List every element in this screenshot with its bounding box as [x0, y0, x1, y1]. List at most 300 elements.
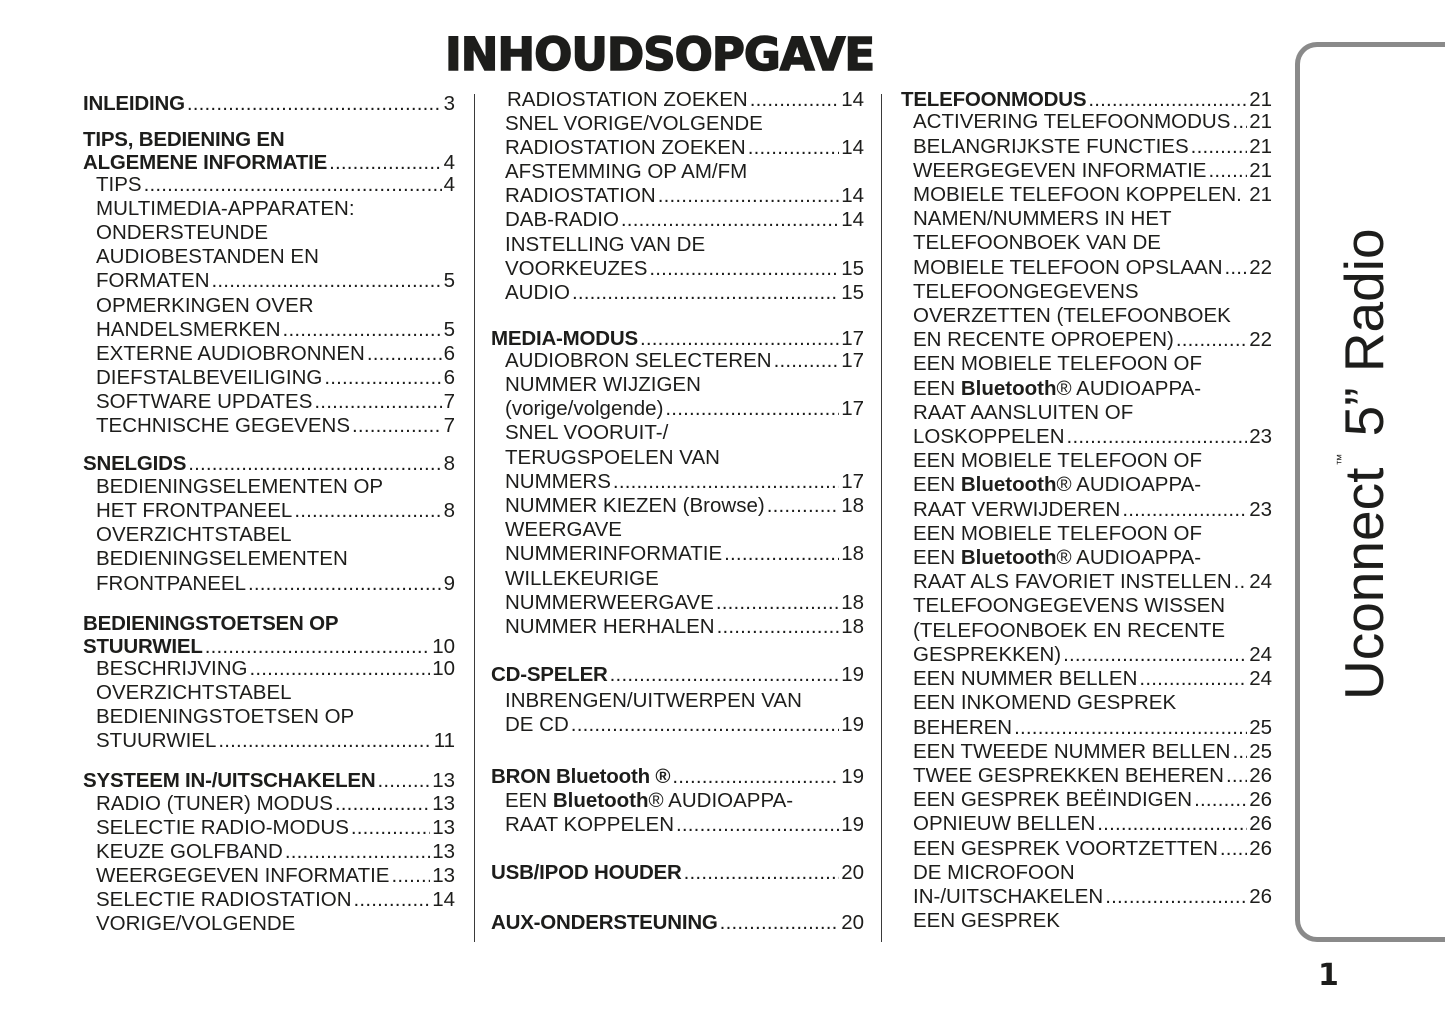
dot-leader	[377, 769, 430, 793]
column-divider	[474, 94, 475, 942]
column-divider	[881, 94, 882, 942]
toc-entry-title: ACTIVERING TELEFOONMODUS	[913, 110, 1231, 133]
toc-entry[interactable]	[505, 615, 864, 639]
toc-page-number: 8	[443, 499, 455, 522]
dot-leader	[724, 542, 839, 566]
toc-entry[interactable]	[913, 619, 1272, 643]
dot-leader	[767, 494, 840, 518]
toc-entry[interactable]	[913, 110, 1272, 134]
toc-entry-prefix: EEN	[505, 789, 553, 812]
toc-entry[interactable]	[913, 328, 1272, 352]
toc-entry-title: DIEFSTALBEVEILIGING	[96, 366, 323, 389]
toc-page-number: 13	[432, 840, 455, 863]
toc-page-number: 14	[432, 888, 455, 911]
toc-entry-title: INLEIDING	[83, 92, 185, 115]
toc-entry[interactable]	[505, 184, 864, 208]
dot-leader	[610, 663, 840, 687]
toc-entry-title: TELEFOONMODUS	[901, 88, 1087, 111]
toc-page-number: 4	[443, 151, 455, 174]
toc-page-number: 20	[841, 861, 864, 884]
toc-page-number: 22	[1249, 256, 1272, 279]
dot-leader	[613, 470, 839, 494]
toc-page-number: 21	[1249, 135, 1272, 158]
toc-entry[interactable]	[83, 92, 455, 116]
toc-entry-rest: ® AUDIOAPPA-	[648, 789, 794, 812]
toc-entry-title: SELECTIE RADIO-MODUS	[96, 816, 349, 839]
toc-entry-title: BEDIENINGSELEMENTEN	[96, 547, 348, 570]
toc-entry[interactable]	[913, 207, 1272, 231]
toc-entry-title: FORMATEN	[96, 269, 210, 292]
toc-page-number: 23	[1249, 425, 1272, 448]
toc-entry[interactable]	[913, 570, 1272, 594]
toc-entry[interactable]	[913, 861, 1272, 885]
toc-page-number: 10	[432, 657, 455, 680]
dot-leader	[285, 840, 430, 864]
toc-entry-title: MOBIELE TELEFOON KOPPELEN.	[913, 183, 1242, 206]
toc-entry-title: USB/IPOD HOUDER	[491, 861, 682, 884]
dot-leader	[329, 151, 442, 175]
toc-entry-title: FRONTPANEEL	[96, 572, 246, 595]
toc-entry-title: TERUGSPOELEN VAN	[505, 446, 720, 469]
dot-leader	[621, 208, 839, 232]
toc-entry[interactable]	[913, 788, 1272, 812]
dot-leader	[1208, 159, 1247, 183]
toc-entry[interactable]	[913, 304, 1272, 328]
toc-entry-title: HET FRONTPANEEL	[96, 499, 293, 522]
toc-entry[interactable]	[913, 764, 1272, 788]
toc-entry[interactable]	[505, 421, 864, 445]
toc-page-number: 14	[841, 184, 864, 207]
dot-leader	[1105, 885, 1247, 909]
toc-entry-title: NUMMER KIEZEN (Browse)	[505, 494, 765, 517]
toc-entry-title: RAAT VERWIJDEREN	[913, 498, 1121, 521]
toc-entry[interactable]	[491, 911, 864, 935]
toc-entry[interactable]	[96, 681, 455, 705]
dot-leader	[750, 88, 839, 112]
toc-page-number: 22	[1249, 328, 1272, 351]
toc-page-number: 5	[443, 318, 455, 341]
toc-entry[interactable]	[913, 183, 1272, 207]
toc-entry-title: HANDELSMERKEN	[96, 318, 281, 341]
toc-entry[interactable]	[913, 691, 1272, 715]
toc-page-number: 26	[1249, 764, 1272, 787]
toc-entry[interactable]	[491, 765, 864, 789]
toc-entry-title: DE MICROFOON	[913, 861, 1075, 884]
toc-entry[interactable]	[96, 390, 455, 414]
toc-entry[interactable]	[96, 657, 455, 681]
toc-entry-rest: ® AUDIOAPPA-	[1056, 546, 1202, 569]
toc-entry[interactable]	[96, 245, 455, 269]
dot-leader	[1088, 88, 1247, 112]
dot-leader	[1191, 135, 1248, 159]
toc-entry[interactable]	[505, 136, 864, 160]
toc-entry[interactable]	[505, 713, 864, 737]
toc-page-number: 14	[841, 88, 864, 111]
toc-entry[interactable]	[491, 327, 864, 351]
toc-entry-title: AUDIO	[505, 281, 570, 304]
toc-entry[interactable]	[913, 401, 1272, 425]
toc-entry[interactable]	[913, 812, 1272, 836]
toc-entry[interactable]	[505, 160, 864, 184]
toc-page-number: 21	[1249, 159, 1272, 182]
toc-entry[interactable]	[96, 840, 455, 864]
toc-entry-title: IN-/UITSCHAKELEN	[913, 885, 1104, 908]
toc-entry-title: EEN GESPREK VOORTZETTEN	[913, 837, 1218, 860]
toc-entry-title: RADIOSTATION	[505, 184, 656, 207]
dot-leader	[684, 861, 840, 885]
toc-entry-title: EXTERNE AUDIOBRONNEN	[96, 342, 365, 365]
toc-entry-title: EEN INKOMEND GESPREK	[913, 691, 1177, 714]
toc-entry-title: (TELEFOONBOEK EN RECENTE	[913, 619, 1226, 642]
toc-entry-title: DE CD	[505, 713, 569, 736]
toc-page-number: 25	[1249, 716, 1272, 739]
dot-leader	[144, 173, 442, 197]
dot-leader	[188, 452, 441, 476]
toc-entry-title: STUURWIEL	[83, 635, 203, 658]
toc-page-number: 26	[1249, 837, 1272, 860]
page-number: 1	[1318, 958, 1339, 993]
bluetooth-brand-text: Bluetooth	[960, 546, 1057, 569]
toc-entry-title: RAAT AANSLUITEN OF	[913, 401, 1134, 424]
toc-entry[interactable]	[505, 373, 864, 397]
toc-entry[interactable]	[505, 349, 864, 373]
toc-entry-title: RADIO (TUNER) MODUS	[96, 792, 333, 815]
toc-entry[interactable]	[913, 498, 1272, 522]
toc-entry-title: SOFTWARE UPDATES	[96, 390, 313, 413]
toc-entry-title: TELEFOONGEGEVENS	[913, 280, 1139, 303]
toc-entry-title: WEERGEGEVEN INFORMATIE	[913, 159, 1207, 182]
toc-page-number: 4	[443, 173, 455, 196]
dot-leader	[572, 281, 839, 305]
toc-entry[interactable]	[913, 909, 1272, 933]
toc-page-number: 13	[432, 864, 455, 887]
toc-entry-title: GESPREKKEN)	[913, 643, 1062, 666]
dot-leader	[1194, 788, 1247, 812]
toc-page-number: 7	[443, 390, 455, 413]
toc-entry-title: MOBIELE TELEFOON OPSLAAN	[913, 256, 1223, 279]
dot-leader	[1139, 667, 1247, 691]
toc-entry[interactable]	[505, 689, 864, 713]
toc-entry[interactable]	[83, 769, 455, 793]
toc-entry-title: TELEFOONBOEK VAN DE	[913, 231, 1161, 254]
toc-entry-title: ALGEMENE INFORMATIE	[83, 151, 328, 174]
toc-entry[interactable]	[913, 231, 1272, 255]
toc-entry[interactable]	[913, 716, 1272, 740]
toc-entry-title: BELANGRIJKSTE FUNCTIES	[913, 135, 1189, 158]
dot-leader	[676, 813, 839, 837]
dot-leader	[1232, 110, 1247, 134]
toc-entry[interactable]	[96, 294, 455, 318]
toc-entry[interactable]	[505, 446, 864, 470]
toc-entry-title: TIPS, BEDIENING EN	[83, 128, 285, 151]
toc-entry-title: EEN MOBIELE TELEFOON OF	[913, 449, 1202, 472]
toc-entry-title: NUMMER WIJZIGEN	[505, 373, 701, 396]
toc-entry[interactable]	[913, 473, 1272, 497]
dot-leader	[1232, 740, 1247, 764]
toc-entry[interactable]	[913, 159, 1272, 183]
toc-page-number: 15	[841, 257, 864, 280]
toc-entry[interactable]	[491, 663, 864, 687]
toc-page-number: 17	[841, 327, 864, 350]
dot-leader	[352, 414, 442, 438]
toc-page-number: 21	[1249, 183, 1272, 206]
dot-leader	[283, 318, 442, 342]
toc-entry-title: WEERGAVE	[505, 518, 622, 541]
dot-leader	[187, 92, 442, 116]
toc-entry-title: AUDIOBESTANDEN EN	[96, 245, 319, 268]
toc-entry[interactable]	[83, 452, 455, 476]
toc-entry[interactable]	[913, 837, 1272, 861]
toc-entry-title: INBRENGEN/UITWERPEN VAN	[505, 689, 802, 712]
toc-entry-title: RADIOSTATION ZOEKEN	[505, 136, 746, 159]
toc-entry[interactable]	[505, 518, 864, 542]
toc-page-number: 13	[432, 816, 455, 839]
toc-entry-title: BEDIENINGSELEMENTEN OP	[96, 475, 384, 498]
toc-page-number: 23	[1249, 498, 1272, 521]
toc-page-number: 18	[841, 615, 864, 638]
toc-entry-title: EEN GESPREK BEËINDIGEN	[913, 788, 1193, 811]
toc-entry-title: STUURWIEL	[96, 729, 217, 752]
toc-entry[interactable]	[913, 885, 1272, 909]
toc-entry-title: SELECTIE RADIOSTATION	[96, 888, 352, 911]
toc-entry-title: OVERZETTEN (TELEFOONBOEK	[913, 304, 1231, 327]
toc-entry-title: WEERGEGEVEN INFORMATIE	[96, 864, 390, 887]
toc-page-number: 17	[841, 470, 864, 493]
toc-entry[interactable]	[913, 667, 1272, 691]
dot-leader	[248, 572, 442, 596]
toc-entry[interactable]	[96, 547, 455, 571]
toc-page-number: 19	[841, 765, 864, 788]
toc-page-number: 19	[841, 663, 864, 686]
toc-entry[interactable]	[83, 612, 455, 636]
toc-entry-rest: ® AUDIOAPPA-	[1056, 377, 1202, 400]
toc-entry[interactable]	[505, 494, 864, 518]
toc-entry-title: TWEE GESPREKKEN BEHEREN	[913, 764, 1224, 787]
toc-entry-prefix: EEN	[913, 473, 961, 496]
toc-entry[interactable]	[96, 269, 455, 293]
toc-entry[interactable]	[913, 643, 1272, 667]
toc-entry-title	[505, 789, 793, 813]
toc-entry-title: OPMERKINGEN OVER	[96, 294, 314, 317]
dot-leader	[716, 591, 839, 615]
toc-entry[interactable]	[505, 257, 864, 281]
toc-page-number: 15	[841, 281, 864, 304]
toc-entry-title: SNEL VORIGE/VOLGENDE	[505, 112, 763, 135]
dot-leader	[672, 765, 839, 789]
toc-page-number: 18	[841, 542, 864, 565]
toc-entry[interactable]	[505, 281, 864, 305]
toc-entry[interactable]	[505, 542, 864, 566]
toc-entry[interactable]	[505, 813, 864, 837]
toc-entry[interactable]	[96, 221, 455, 245]
toc-entry-title: NAMEN/NUMMERS IN HET	[913, 207, 1172, 230]
toc-entry[interactable]	[505, 112, 864, 136]
toc-entry[interactable]	[505, 397, 864, 421]
toc-entry[interactable]	[96, 318, 455, 342]
toc-entry[interactable]	[96, 888, 455, 912]
toc-entry[interactable]	[96, 912, 455, 936]
dot-leader	[294, 499, 441, 523]
dot-leader	[774, 349, 840, 373]
toc-page-number: 24	[1249, 667, 1272, 690]
toc-page-number: 10	[432, 635, 455, 658]
toc-page-number: 18	[841, 494, 864, 517]
toc-entry[interactable]	[96, 366, 455, 390]
toc-page-number: 6	[443, 342, 455, 365]
toc-entry[interactable]	[96, 342, 455, 366]
toc-entry-title: EEN NUMMER BELLEN	[913, 667, 1138, 690]
toc-entry[interactable]	[83, 128, 455, 152]
dot-leader	[1234, 570, 1248, 594]
toc-entry-title: NUMMER HERHALEN	[505, 615, 715, 638]
toc-entry-title: EEN MOBIELE TELEFOON OF	[913, 352, 1202, 375]
toc-entry[interactable]	[505, 470, 864, 494]
toc-page-number: 21	[1249, 88, 1272, 111]
toc-entry[interactable]	[96, 523, 455, 547]
toc-page-number: 13	[432, 792, 455, 815]
toc-entry[interactable]	[505, 567, 864, 591]
toc-entry[interactable]	[507, 88, 864, 112]
toc-page-number: 9	[443, 572, 455, 595]
toc-entry-title: ONDERSTEUNDE	[96, 221, 268, 244]
section-tab-label: Uconnect™ 5” Radio	[1333, 228, 1395, 700]
toc-page-number: 25	[1249, 740, 1272, 763]
toc-page-number: 24	[1249, 570, 1272, 593]
toc-entry-prefix: EEN	[913, 546, 961, 569]
dot-leader	[640, 327, 839, 351]
toc-entry-title: WILLEKEURIGE	[505, 567, 659, 590]
dot-leader	[1063, 643, 1247, 667]
dot-leader	[1097, 812, 1247, 836]
toc-page-number: 18	[841, 591, 864, 614]
toc-entry[interactable]	[913, 546, 1272, 570]
toc-page-number: 14	[841, 136, 864, 159]
toc-entry-title: VORIGE/VOLGENDE	[96, 912, 296, 935]
toc-entry[interactable]	[901, 88, 1272, 112]
toc-entry[interactable]	[913, 377, 1272, 401]
toc-entry[interactable]	[96, 572, 455, 596]
toc-page-number: 24	[1249, 643, 1272, 666]
toc-entry-title: BEDIENINGSTOETSEN OP	[96, 705, 355, 728]
toc-entry[interactable]	[913, 280, 1272, 304]
toc-entry-title: AUDIOBRON SELECTEREN	[505, 349, 772, 372]
toc-page-number: 8	[443, 452, 455, 475]
toc-entry[interactable]	[96, 729, 455, 753]
toc-page-number: 20	[841, 911, 864, 934]
dot-leader	[1220, 837, 1247, 861]
toc-page-number: 21	[1249, 110, 1272, 133]
toc-entry[interactable]	[96, 499, 455, 523]
toc-entry[interactable]	[96, 197, 455, 221]
toc-entry-title: AUX-ONDERSTEUNING	[491, 911, 718, 934]
dot-leader	[658, 184, 839, 208]
toc-entry-title: CD-SPELER	[491, 663, 608, 686]
toc-entry[interactable]	[83, 635, 455, 659]
dot-leader	[649, 257, 839, 281]
toc-entry-title: AFSTEMMING OP AM/FM	[505, 160, 748, 183]
toc-entry-title: NUMMERINFORMATIE	[505, 542, 723, 565]
toc-entry-title: BRON Bluetooth ®	[491, 765, 671, 788]
dot-leader	[391, 864, 430, 888]
toc-entry[interactable]	[96, 705, 455, 729]
toc-entry[interactable]	[505, 208, 864, 232]
dot-leader	[212, 269, 442, 293]
toc-entry[interactable]	[913, 522, 1272, 546]
toc-entry-title: BEHEREN	[913, 716, 1013, 739]
toc-entry-title: TIPS	[96, 173, 142, 196]
dot-leader	[1014, 716, 1247, 740]
toc-entry-title: TELEFOONGEGEVENS WISSEN	[913, 594, 1226, 617]
toc-entry-prefix: EEN	[913, 377, 961, 400]
dot-leader	[354, 888, 431, 912]
toc-entry-title	[913, 546, 1201, 570]
toc-entry-title: INSTELLING VAN DE	[505, 233, 706, 256]
toc-entry[interactable]	[913, 425, 1272, 449]
toc-entry[interactable]	[913, 594, 1272, 618]
toc-entry-title: BEDIENINGSTOETSEN OP	[83, 612, 339, 635]
bluetooth-brand-text: Bluetooth	[552, 789, 649, 812]
toc-entry-title: TECHNISCHE GEGEVENS	[96, 414, 351, 437]
dot-leader	[250, 657, 431, 681]
bluetooth-brand-text: Bluetooth	[960, 473, 1057, 496]
toc-entry[interactable]	[96, 173, 455, 197]
toc-entry[interactable]	[913, 449, 1272, 473]
bluetooth-brand-text: Bluetooth	[960, 377, 1057, 400]
toc-entry[interactable]	[505, 233, 864, 257]
dot-leader	[351, 816, 430, 840]
toc-entry-title: VOORKEUZES	[505, 257, 648, 280]
toc-page-number: 26	[1249, 788, 1272, 811]
dot-leader	[717, 615, 840, 639]
toc-entry[interactable]	[96, 864, 455, 888]
dot-leader	[571, 713, 839, 737]
toc-entry[interactable]	[96, 816, 455, 840]
toc-entry-title: SYSTEEM IN-/UITSCHAKELEN	[83, 769, 376, 792]
toc-page-number: 5	[443, 269, 455, 292]
toc-entry-title: OVERZICHTSTABEL	[96, 523, 292, 546]
dot-leader	[665, 397, 839, 421]
toc-entry[interactable]	[505, 591, 864, 615]
toc-entry-title	[913, 473, 1201, 497]
dot-leader	[1176, 328, 1247, 352]
toc-entry[interactable]	[913, 352, 1272, 376]
toc-page-number: 3	[443, 92, 455, 115]
toc-entry-rest: ® AUDIOAPPA-	[1056, 473, 1202, 496]
toc-entry[interactable]	[96, 792, 455, 816]
dot-leader	[218, 729, 431, 753]
toc-entry[interactable]	[96, 475, 455, 499]
toc-page-number: 17	[841, 349, 864, 372]
toc-entry[interactable]	[505, 789, 864, 813]
toc-entry-title: RAAT KOPPELEN	[505, 813, 674, 836]
toc-page-number: 26	[1249, 812, 1272, 835]
toc-entry-title: RAAT ALS FAVORIET INSTELLEN	[913, 570, 1232, 593]
toc-page-number: 6	[443, 366, 455, 389]
toc-entry-title	[913, 377, 1201, 401]
toc-entry-title: OVERZICHTSTABEL	[96, 681, 292, 704]
toc-entry-title: EEN GESPREK	[913, 909, 1060, 932]
toc-entry[interactable]	[913, 740, 1272, 764]
toc-entry[interactable]	[491, 861, 864, 885]
toc-entry[interactable]	[913, 135, 1272, 159]
toc-entry[interactable]	[83, 151, 455, 175]
dot-leader	[1067, 425, 1248, 449]
toc-page-number: 17	[841, 397, 864, 420]
toc-entry-title: EN RECENTE OPROEPEN)	[913, 328, 1174, 351]
toc-entry[interactable]	[913, 256, 1272, 280]
toc-entry[interactable]	[96, 414, 455, 438]
dot-leader	[720, 911, 840, 935]
